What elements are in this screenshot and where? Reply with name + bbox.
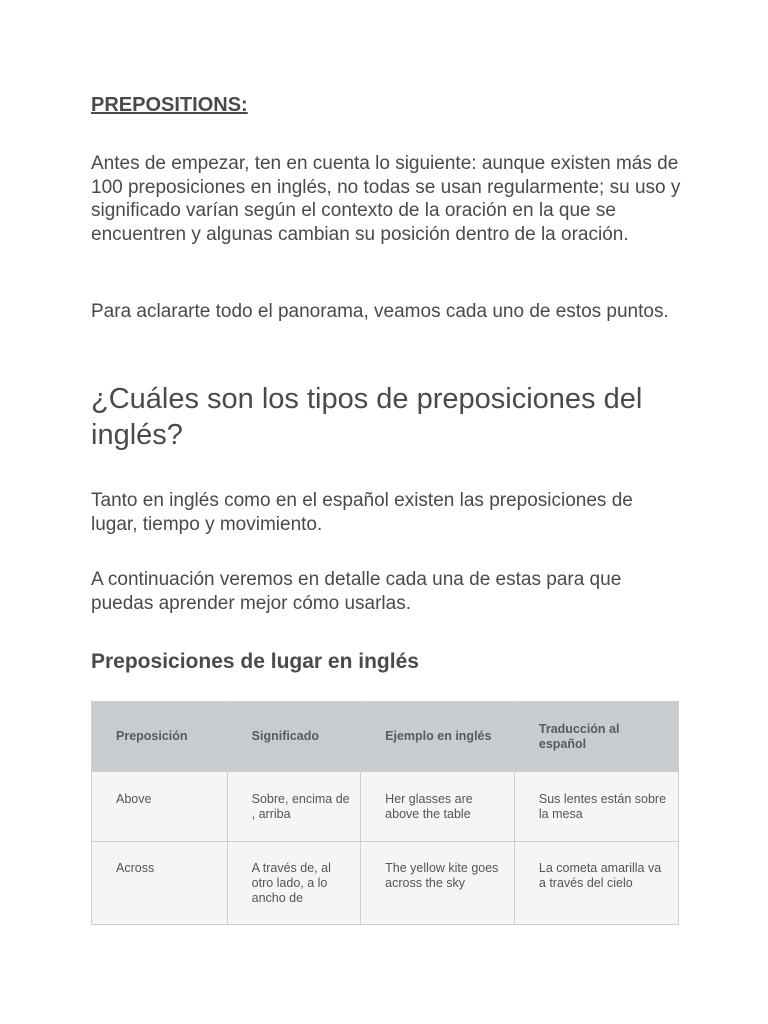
table-row [92,772,679,842]
table-cell: Sobre, encima de , arriba [227,772,361,842]
types-paragraph: Tanto en inglés como en el español existen las preposiciones de lugar, tiempo y movimiento. [91,490,633,535]
table-cell: La cometa amarilla va a través del cielo [514,842,678,925]
header-cell: Traducción al español [514,702,678,772]
header-cell: Preposición [92,702,228,772]
table-cell: Across [92,842,228,925]
panorama-paragraph: Para aclararte todo el panorama, veamos cada uno de estos puntos. [91,301,669,322]
header-cell: Significado [227,702,361,772]
section-heading: Preposiciones de lugar en inglés [91,650,419,673]
intro-paragraph: Antes de empezar, ten en cuenta lo siguiente: aunque existen más de 100 preposiciones en inglés, no todas se usan regularmente; su uso y significado varían según el contexto de la oración en la que se encuentren y algunas cambian su posición dentro de la oración. [91,153,681,245]
table-cell: The yellow kite goes across the sky [361,842,515,925]
table-cell: A través de, al otro lado, a lo ancho de [227,842,361,925]
question-heading: ¿Cuáles son los tipos de preposiciones del inglés? [91,383,643,451]
table-cell: Above [92,772,228,842]
page-title: PREPOSITIONS: [91,94,248,116]
continuation-paragraph: A continuación veremos en detalle cada una de estas para que puedas aprender mejor cómo usarlas. [91,569,622,614]
table-row [92,842,679,925]
prepositions-table [91,701,679,925]
table-header-row [92,702,679,772]
table-cell: Sus lentes están sobre la mesa [514,772,678,842]
table-cell: Her glasses are above the table [361,772,515,842]
header-cell: Ejemplo en inglés [361,702,515,772]
